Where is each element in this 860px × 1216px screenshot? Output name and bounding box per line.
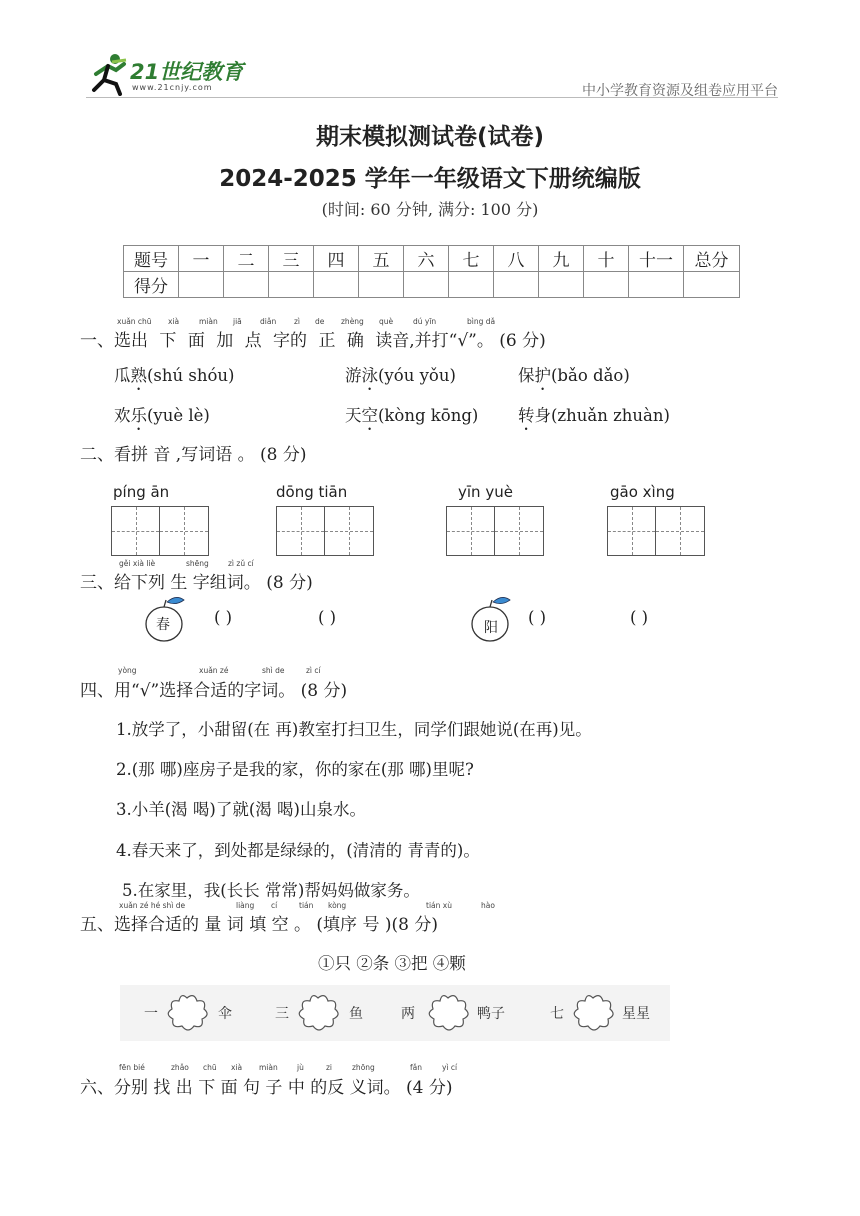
pinyin-annotation: xuǎn zé hé shì de bbox=[119, 901, 186, 910]
section-1-heading: 一、选出 下 面 加 点 字的 正 确 读音,并打“√”。 (6 分) bbox=[80, 331, 546, 351]
table-cell: 七 bbox=[449, 246, 494, 272]
answer-blank[interactable]: ( ) bbox=[214, 608, 233, 627]
pinyin-annotation: zì cí bbox=[306, 666, 321, 675]
pinyin-annotation: cí bbox=[271, 901, 278, 910]
writing-grid[interactable] bbox=[607, 506, 705, 556]
score-input-cell[interactable] bbox=[684, 272, 740, 298]
pinyin-annotation: de bbox=[315, 317, 325, 326]
pinyin-options[interactable]: (yuè lè) bbox=[147, 406, 210, 425]
pinyin-annotation: fǎn bbox=[410, 1063, 422, 1072]
pinyin-annotation: yì cí bbox=[442, 1063, 458, 1072]
score-table-header-row bbox=[124, 246, 740, 272]
score-table-score-row bbox=[124, 272, 740, 298]
section-6-heading: 六、分别 找 出 下 面 句 子 中 的反 义词。 (4 分) bbox=[80, 1078, 453, 1098]
table-cell: 六 bbox=[404, 246, 449, 272]
writing-cell[interactable] bbox=[608, 507, 656, 555]
answer-blank[interactable]: ( ) bbox=[318, 608, 337, 627]
pinyin-annotation: fēn bié bbox=[119, 1063, 145, 1072]
pinyin-annotation: jiā bbox=[233, 317, 242, 326]
pinyin-annotation: zì zǔ cí bbox=[228, 559, 254, 568]
noun-word: 星星 bbox=[622, 1006, 650, 1022]
writing-cell[interactable] bbox=[447, 507, 495, 555]
writing-grid[interactable] bbox=[276, 506, 374, 556]
answer-blank[interactable]: ( ) bbox=[630, 608, 649, 627]
pinyin-annotation: xuǎn chū bbox=[117, 317, 152, 326]
score-input-cell[interactable] bbox=[539, 272, 584, 298]
pinyin-annotation: tián bbox=[299, 901, 314, 910]
pinyin-options[interactable]: (zhuǎn zhuàn) bbox=[551, 406, 670, 425]
choice-item: 转身(zhuǎn zhuàn) bbox=[518, 406, 670, 425]
question-sentence[interactable]: 4.春天来了，到处都是绿绿的，(清清的 青青的)。 bbox=[116, 841, 480, 860]
section-4-heading: 四、用“√”选择合适的字词。 (8 分) bbox=[80, 681, 348, 701]
writing-cell[interactable] bbox=[656, 507, 704, 555]
apple-character: 阳 bbox=[484, 620, 498, 636]
score-table bbox=[123, 245, 740, 298]
pinyin-annotation: chū bbox=[203, 1063, 217, 1072]
pinyin-annotation: miàn bbox=[259, 1063, 278, 1072]
pinyin-annotation: shì de bbox=[262, 666, 285, 675]
table-cell: 总分 bbox=[684, 246, 740, 272]
writing-cell[interactable] bbox=[160, 507, 208, 555]
page-subtitle: 2024-2025 学年一年级语文下册统编版 bbox=[219, 166, 641, 192]
pinyin-word: dōng tiān bbox=[276, 483, 348, 501]
writing-cell[interactable] bbox=[495, 507, 543, 555]
table-cell: 四 bbox=[314, 246, 359, 272]
writing-cell[interactable] bbox=[325, 507, 373, 555]
table-cell: 十一 bbox=[629, 246, 684, 272]
flower-blank-icon[interactable] bbox=[570, 993, 616, 1033]
noun-word: 伞 bbox=[218, 1006, 232, 1022]
table-cell: 八 bbox=[494, 246, 539, 272]
score-input-cell[interactable] bbox=[449, 272, 494, 298]
pinyin-word: píng ān bbox=[113, 483, 170, 501]
score-input-cell[interactable] bbox=[404, 272, 449, 298]
pinyin-annotation: zi bbox=[326, 1063, 333, 1072]
pinyin-options[interactable]: (yóu yǒu) bbox=[378, 366, 456, 385]
choice-item: 天空(kòng kōng) bbox=[345, 406, 479, 425]
question-sentence[interactable]: 3.小羊(渴 喝)了就(渴 喝)山泉水。 bbox=[116, 800, 366, 819]
pinyin-annotation: zì bbox=[294, 317, 301, 326]
measure-word-image bbox=[120, 985, 670, 1041]
number-word: 一 bbox=[144, 1006, 158, 1022]
score-input-cell[interactable] bbox=[494, 272, 539, 298]
number-word: 三 bbox=[275, 1006, 289, 1022]
section-2-heading: 二、看拼 音 ,写词语 。 (8 分) bbox=[80, 445, 307, 465]
table-cell: 十 bbox=[584, 246, 629, 272]
choice-item: 游泳(yóu yǒu) bbox=[345, 366, 456, 385]
pinyin-options[interactable]: (kòng kōng) bbox=[378, 406, 479, 425]
score-input-cell[interactable] bbox=[269, 272, 314, 298]
pinyin-annotation: jù bbox=[297, 1063, 304, 1072]
score-input-cell[interactable] bbox=[314, 272, 359, 298]
writing-cell[interactable] bbox=[112, 507, 160, 555]
time-score-note: (时间: 60 分钟, 满分: 100 分) bbox=[321, 200, 539, 219]
table-cell: 二 bbox=[224, 246, 269, 272]
flower-blank-icon[interactable] bbox=[425, 993, 471, 1033]
logo-text: 21世纪教育 bbox=[130, 60, 244, 84]
choice-item: 欢乐(yuè lè) bbox=[114, 406, 210, 425]
logo-url: www.21cnjy.com bbox=[132, 83, 213, 92]
table-cell: 题号 bbox=[124, 246, 179, 272]
table-cell: 得分 bbox=[124, 272, 179, 298]
pinyin-annotation: dú yīn bbox=[413, 317, 437, 326]
score-input-cell[interactable] bbox=[629, 272, 684, 298]
choice-item: 瓜熟(shú shóu) bbox=[114, 366, 235, 385]
section-3-heading: 三、给下列 生 字组词。 (8 分) bbox=[80, 573, 313, 593]
number-word: 两 bbox=[401, 1006, 415, 1022]
pinyin-annotation: liàng bbox=[236, 901, 255, 910]
score-input-cell[interactable] bbox=[359, 272, 404, 298]
pinyin-options[interactable]: (shú shóu) bbox=[147, 366, 235, 385]
pinyin-annotation: xià bbox=[168, 317, 180, 326]
pinyin-annotation: diǎn bbox=[260, 317, 277, 326]
pinyin-annotation: hào bbox=[481, 901, 495, 910]
score-input-cell[interactable] bbox=[224, 272, 269, 298]
score-input-cell[interactable] bbox=[179, 272, 224, 298]
table-cell: 三 bbox=[269, 246, 314, 272]
noun-word: 鸭子 bbox=[477, 1006, 505, 1022]
question-sentence[interactable]: 5.在家里，我(长长 常常)帮妈妈做家务。 bbox=[122, 881, 420, 900]
pinyin-word: yīn yuè bbox=[458, 483, 513, 501]
writing-grid[interactable] bbox=[446, 506, 544, 556]
table-cell: 九 bbox=[539, 246, 584, 272]
pinyin-annotation: shēng bbox=[186, 559, 209, 568]
pinyin-annotation: xià bbox=[231, 1063, 243, 1072]
table-cell: 一 bbox=[179, 246, 224, 272]
pinyin-annotation: zhèng bbox=[341, 317, 364, 326]
answer-blank[interactable]: ( ) bbox=[528, 608, 547, 627]
pinyin-annotation: zhōng bbox=[352, 1063, 375, 1072]
choice-item: 保护(bǎo dǎo) bbox=[518, 366, 630, 385]
pinyin-options[interactable]: (bǎo dǎo) bbox=[551, 366, 630, 385]
writing-grid[interactable] bbox=[111, 506, 209, 556]
pinyin-annotation: xuǎn zé bbox=[199, 666, 229, 675]
header-divider bbox=[86, 97, 778, 98]
pinyin-annotation: bìng dǎ bbox=[467, 317, 496, 326]
number-word: 七 bbox=[550, 1006, 564, 1022]
pinyin-annotation: gěi xià liè bbox=[119, 559, 156, 568]
pinyin-annotation: miàn bbox=[199, 317, 218, 326]
pinyin-word: gāo xìng bbox=[610, 483, 675, 501]
platform-name: 中小学教育资源及组卷应用平台 bbox=[582, 83, 778, 99]
question-sentence[interactable]: 1.放学了，小甜留(在 再)教室打扫卫生，同学们跟她说(在再)见。 bbox=[116, 720, 592, 739]
flower-blank-icon[interactable] bbox=[295, 993, 341, 1033]
runner-logo-icon bbox=[86, 52, 130, 96]
flower-blank-icon[interactable] bbox=[164, 993, 210, 1033]
score-input-cell[interactable] bbox=[584, 272, 629, 298]
logo bbox=[86, 52, 256, 98]
pinyin-annotation: kòng bbox=[328, 901, 347, 910]
apple-character: 春 bbox=[156, 617, 170, 633]
pinyin-annotation: yòng bbox=[118, 666, 137, 675]
measure-word-options: ①只 ②条 ③把 ④颗 bbox=[318, 954, 466, 973]
pinyin-annotation: tián xù bbox=[426, 901, 452, 910]
page-title: 期末模拟测试卷(试卷) bbox=[315, 124, 545, 150]
pinyin-annotation: zhǎo bbox=[171, 1063, 189, 1072]
noun-word: 鱼 bbox=[349, 1006, 363, 1022]
question-sentence[interactable]: 2.(那 哪)座房子是我的家，你的家在(那 哪)里呢? bbox=[116, 760, 474, 779]
pinyin-annotation: què bbox=[379, 317, 394, 326]
writing-cell[interactable] bbox=[277, 507, 325, 555]
table-cell: 五 bbox=[359, 246, 404, 272]
section-5-heading: 五、选择合适的 量 词 填 空 。 (填序 号 )(8 分) bbox=[80, 915, 438, 935]
